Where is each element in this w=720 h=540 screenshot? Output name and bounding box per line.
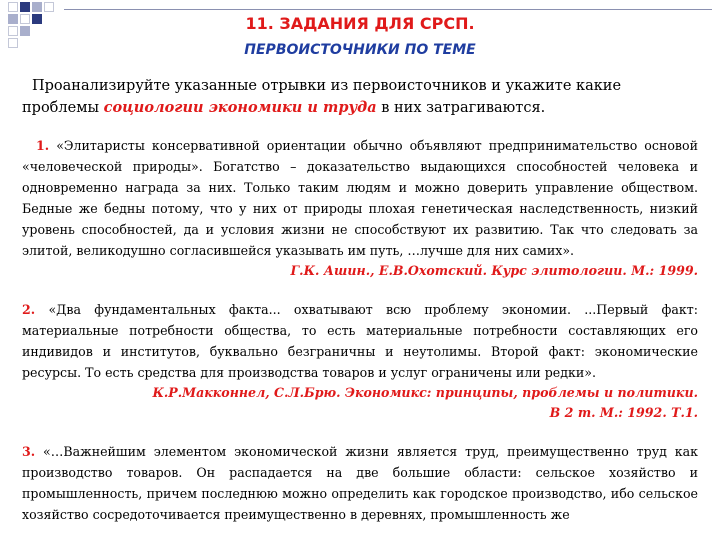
deco-square bbox=[20, 2, 30, 12]
excerpt-text: «Элитаристы консервативной ориентации обычно объявляют предпринимательство основой «человеческой природы». Богатство – доказательство выдающихся способностей человека и одновременно награда за них. Только таким людям и можно доверить управление обществом. Бедные же бедны потому, что у них от природы плохая генетическая наследственность, низкий уровень способностей, да и условия жизни не способствуют их развитию. Так что следовать за элитой, великодушно согласившейся указывать им путь, …лучше для них самих». bbox=[22, 138, 698, 258]
excerpt-number: 1. bbox=[36, 138, 50, 153]
deco-square bbox=[44, 2, 54, 12]
header-divider bbox=[64, 9, 712, 10]
page-title: 11. ЗАДАНИЯ ДЛЯ СРСП. bbox=[245, 14, 475, 33]
excerpt-3 bbox=[22, 441, 698, 525]
instruction-text: Проанализируйте указанные отрывки из первоисточников и укажите какие проблемы bbox=[22, 78, 622, 116]
excerpt-1 bbox=[22, 135, 698, 261]
excerpt-text: «Два фундаментальных факта... охватывают всю проблему экономии. ...Первый факт: материальные потребности общества, то есть материальные потребности составляющих его индивидов и институтов, буквально безграничны и неутолимы. Второй факт: экономические ресурсы. То есть средства для производства товаров и услуг ограничены или редки». bbox=[22, 302, 698, 380]
excerpt-source: В 2 т. М.: 1992. Т.1. bbox=[549, 405, 698, 420]
task-instruction bbox=[22, 76, 698, 119]
excerpt-number: 2. bbox=[22, 302, 36, 317]
instruction-topic: социологии экономики и труда bbox=[103, 99, 377, 116]
excerpt-text: «…Важнейшим элементом экономической жизни является труд, преимущественно труд как производство товаров. Он распадается на две большие области: сельское хозяйство и промышленность, причем последнюю можно определить как городское производство, ибо сельское хозяйство сосредоточивается преимущественно в деревнях, промышленность же bbox=[22, 444, 698, 522]
instruction-text-end: в них затрагиваются. bbox=[381, 100, 546, 116]
spacer bbox=[22, 423, 698, 441]
deco-square bbox=[32, 2, 42, 12]
excerpt-source: К.Р.Макконнел, С.Л.Брю. Экономикс: принципы, проблемы и политики. bbox=[152, 385, 698, 400]
spacer bbox=[22, 281, 698, 299]
excerpt-2 bbox=[22, 299, 698, 383]
page-subtitle: ПЕРВОИСТОЧНИКИ ПО ТЕМЕ bbox=[244, 42, 476, 58]
document-body bbox=[22, 76, 698, 525]
excerpt-number: 3. bbox=[22, 444, 36, 459]
deco-square bbox=[8, 2, 18, 12]
excerpt-source: Г.К. Ашин., Е.В.Охотский. Курс элитологии. М.: 1999. bbox=[290, 263, 698, 278]
